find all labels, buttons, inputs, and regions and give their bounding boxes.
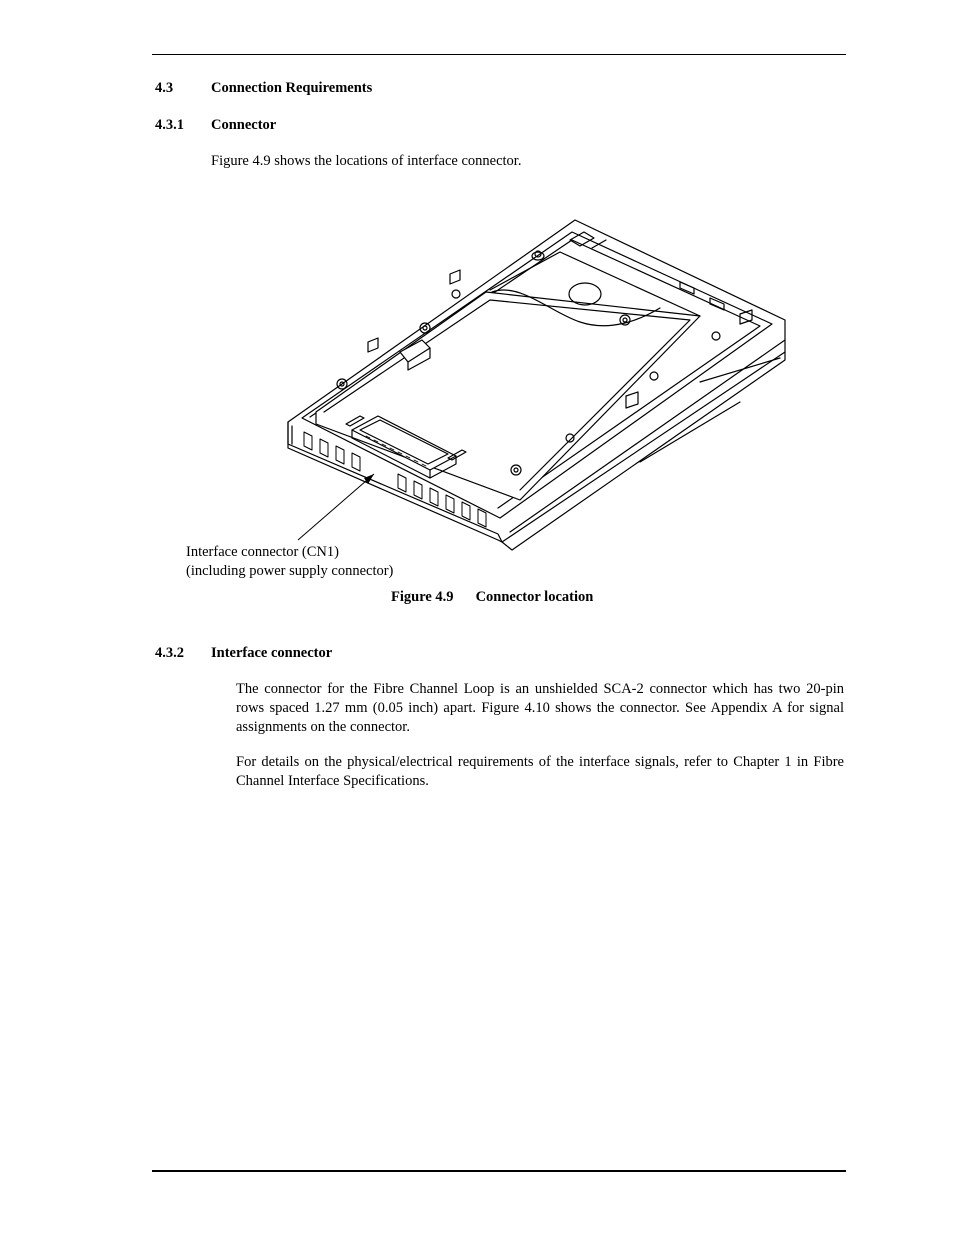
section-number: 4.3 bbox=[155, 80, 174, 96]
header-rule bbox=[152, 54, 846, 55]
callout-line-1: Interface connector (CN1) bbox=[186, 544, 339, 560]
figure-caption bbox=[391, 589, 593, 606]
section-title: Connection Requirements bbox=[211, 80, 373, 96]
section-number: 4.3.2 bbox=[155, 645, 184, 661]
figure-number: Figure 4.9 bbox=[391, 589, 454, 605]
interface-connector-paragraph-1: The connector for the Fibre Channel Loop is an unshielded SCA-2 connector which has two 20-pin rows spaced 1.27 mm (0.05 inch) apart. Figure 4.10 shows the connector. See Appendix A for signal assignments on the connector. bbox=[236, 681, 844, 735]
footer-rule bbox=[152, 1170, 846, 1172]
figure-title: Connector location bbox=[475, 589, 594, 605]
section-title: Connector bbox=[211, 117, 277, 133]
section-number: 4.3.1 bbox=[155, 117, 184, 133]
callout-line-2: (including power supply connector) bbox=[186, 563, 394, 579]
connector-intro-text: Figure 4.9 shows the locations of interface connector. bbox=[211, 153, 522, 169]
section-title: Interface connector bbox=[211, 645, 333, 661]
interface-connector-paragraph-2: For details on the physical/electrical requirements of the interface signals, refer to Chapter 1 in Fibre Channel Interface Specifications. bbox=[236, 754, 844, 789]
drive-drawing bbox=[280, 212, 790, 552]
callout-label bbox=[186, 543, 393, 581]
